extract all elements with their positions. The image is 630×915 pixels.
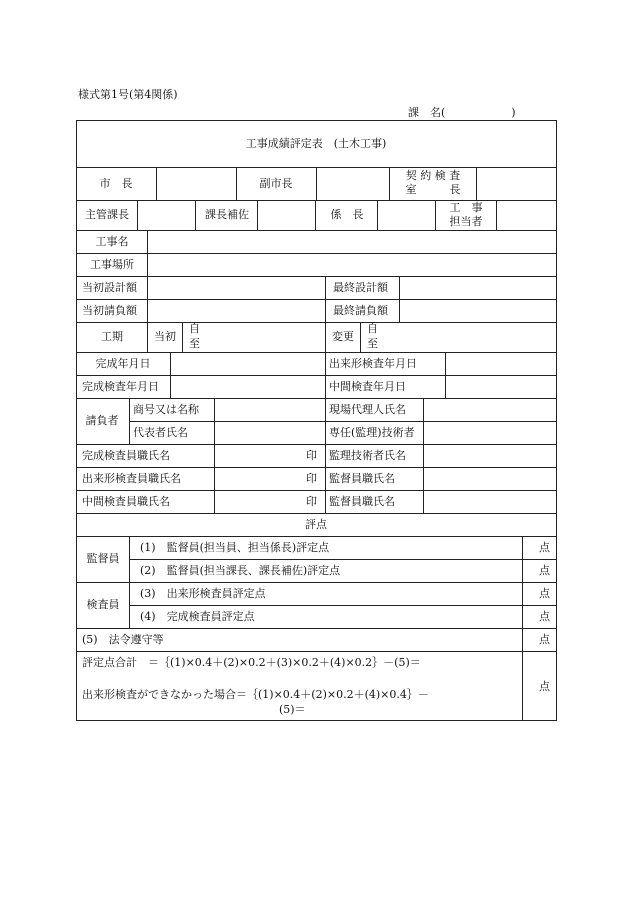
- seal-mark: 印: [306, 449, 317, 462]
- change-from-label: 自: [367, 322, 378, 335]
- score-unit: 点: [539, 633, 550, 646]
- contract-inspector-label-2: 室 長: [405, 183, 461, 196]
- evaluation-form: [76, 120, 557, 721]
- score-item-3: (3) 出来形検査員評定点: [140, 587, 266, 600]
- total-score-formula: 評定点合計 ＝｛(1)×0.4＋(2)×0.2＋(3)×0.2＋(4)×0.2｝－(5)＝: [82, 656, 421, 669]
- chief-manager-label: 主管課長: [85, 208, 129, 221]
- supervisor-label: 監督員職氏名: [329, 495, 395, 508]
- score-item-2: (2) 監督員(担当課長、課長補佐)評定点: [140, 564, 341, 577]
- alt-score-formula: 出来形検査ができなかった場合＝｛(1)×0.4＋(2)×0.2＋(4)×0.4｝－: [82, 688, 429, 701]
- score-unit: 点: [539, 680, 550, 693]
- score-item-5: (5) 法令遵守等: [82, 633, 164, 646]
- change-to-label: 至: [367, 337, 378, 350]
- alt-score-formula-continued: (5)＝: [279, 703, 306, 716]
- representative-label: 代表者氏名: [133, 426, 188, 439]
- completion-date-label: 完成年月日: [95, 357, 151, 370]
- final-contract-amount-label: 最終請負額: [333, 304, 388, 317]
- vice-mayor-label: 副市長: [259, 177, 293, 190]
- initial-design-amount-label: 当初設計額: [82, 281, 137, 294]
- seal-mark: 印: [306, 495, 317, 508]
- form-title: 工事成績評定表 (土木工事): [245, 137, 387, 150]
- construction-staff-label-2: 担当者: [449, 215, 483, 228]
- supervisor-label: 監督員職氏名: [329, 472, 395, 485]
- contractor-label: 請負者: [85, 414, 119, 427]
- contract-inspector-label: 契 約 検 査: [405, 169, 461, 182]
- inspector-group-label: 検査員: [86, 598, 120, 611]
- seal-mark: 印: [306, 472, 317, 485]
- department-label: 課 名( ): [408, 106, 516, 119]
- form-number: 様式第1号(第4関係): [78, 88, 178, 101]
- construction-staff-label: 工 事: [449, 201, 483, 214]
- trade-name-label: 商号又は名称: [133, 403, 199, 416]
- initial-to-label: 至: [189, 337, 200, 350]
- initial-period-label: 当初: [154, 330, 176, 343]
- score-item-1: (1) 監督員(担当員、担当係長)評定点: [140, 541, 330, 554]
- initial-contract-amount-label: 当初請負額: [82, 304, 137, 317]
- assistant-manager-label: 課長補佐: [205, 208, 249, 221]
- interim-inspection-date-label: 中間検査年月日: [329, 380, 406, 393]
- progress-inspector-label: 出来形検査員職氏名: [82, 472, 181, 485]
- progress-inspection-date-label: 出来形検査年月日: [329, 357, 417, 370]
- mayor-label: 市 長: [99, 177, 133, 190]
- supervisor-group-label: 監督員: [86, 552, 120, 565]
- work-place-label: 工事場所: [90, 258, 134, 271]
- score-unit: 点: [539, 564, 550, 577]
- completion-inspector-label: 完成検査員職氏名: [82, 449, 170, 462]
- period-label: 工期: [101, 330, 123, 343]
- interim-inspector-label: 中間検査員職氏名: [82, 495, 170, 508]
- score-item-4: (4) 完成検査員評定点: [140, 610, 255, 623]
- change-period-label: 変更: [332, 330, 354, 343]
- completion-inspection-date-label: 完成検査年月日: [82, 380, 159, 393]
- site-agent-label: 現場代理人氏名: [329, 403, 406, 416]
- initial-from-label: 自: [189, 322, 200, 335]
- chief-engineer-label: 専任(監理)技術者: [329, 426, 415, 439]
- work-name-label: 工事名: [95, 235, 129, 248]
- final-design-amount-label: 最終設計額: [333, 281, 388, 294]
- section-chief-label: 係 長: [330, 208, 364, 221]
- supervising-engineer-label: 監理技術者氏名: [329, 449, 406, 462]
- score-unit: 点: [539, 587, 550, 600]
- score-unit: 点: [539, 541, 550, 554]
- scoring-heading: 評点: [305, 518, 327, 531]
- form-grid-lines: [76, 120, 557, 721]
- score-unit: 点: [539, 610, 550, 623]
